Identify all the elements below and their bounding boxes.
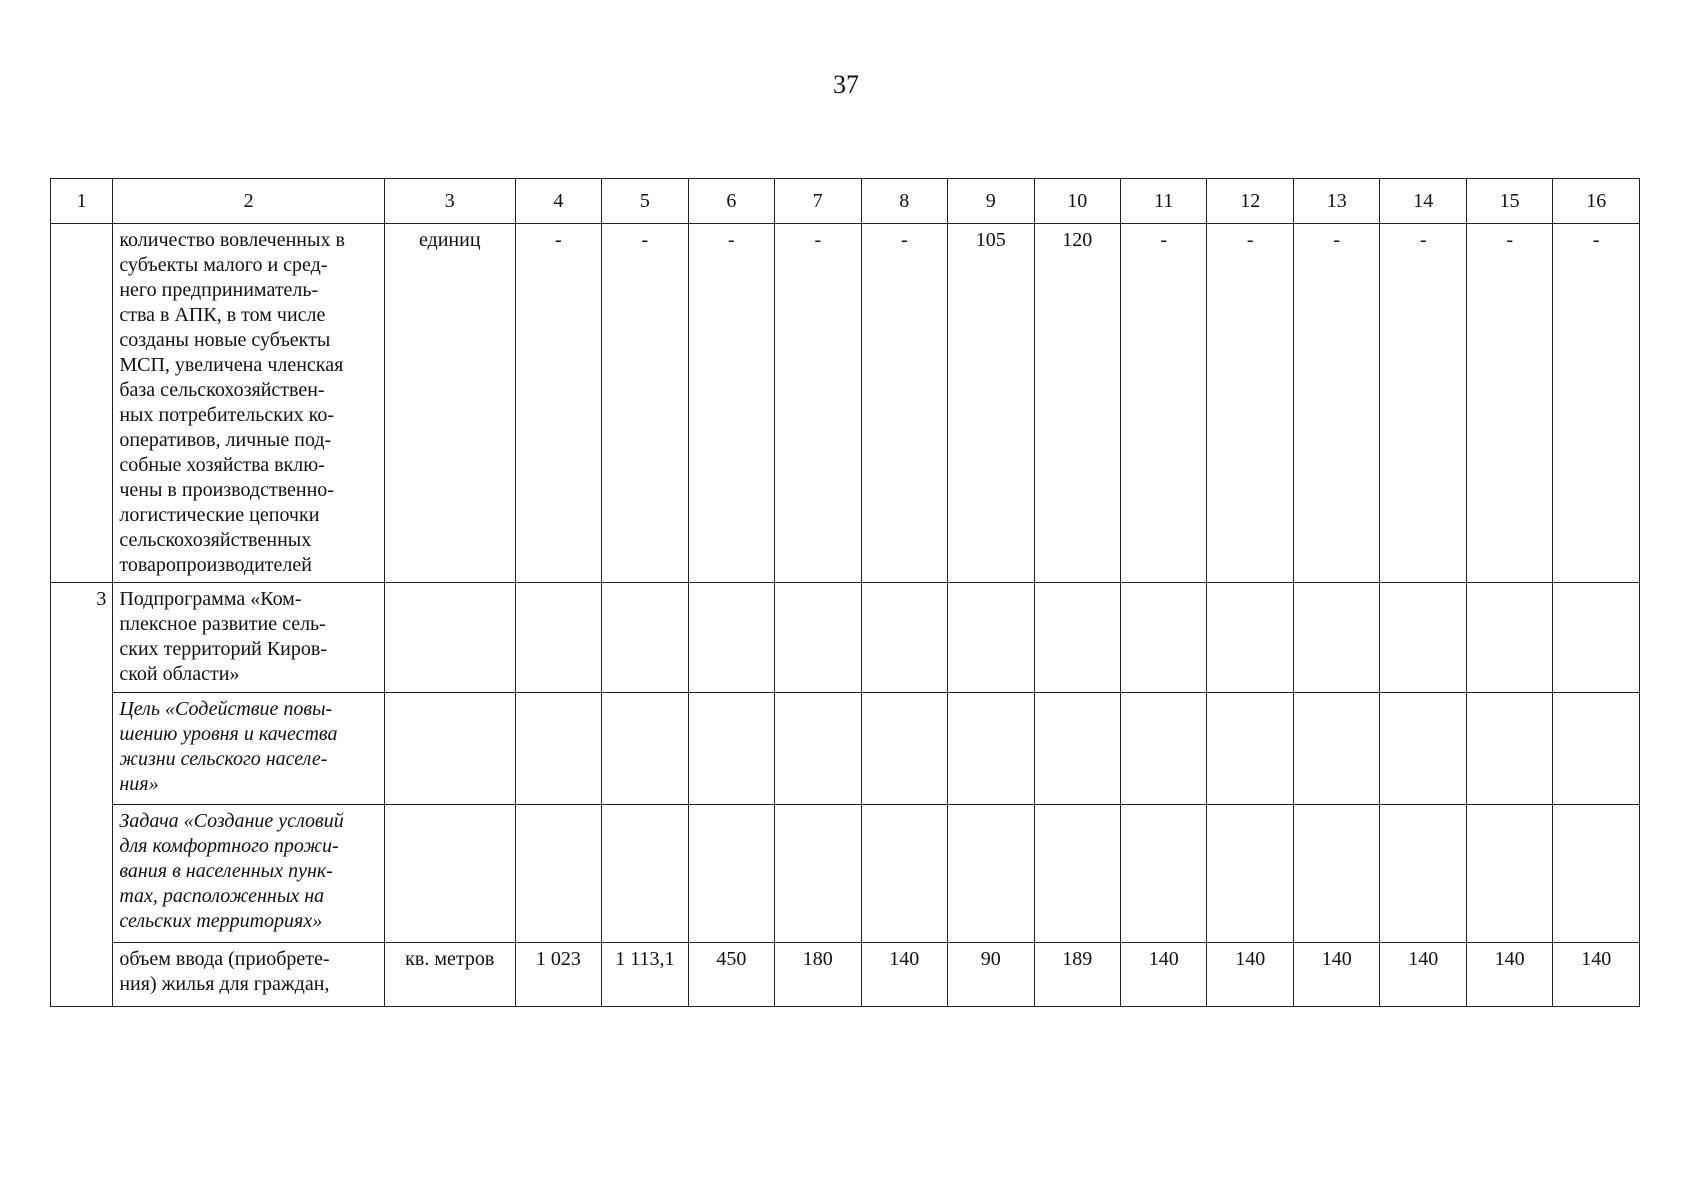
value-cell <box>1034 583 1120 693</box>
value-cell <box>948 583 1034 693</box>
description-line: количество вовлеченных в <box>119 229 345 251</box>
value-cell <box>1380 805 1466 943</box>
description-line: ных потребительских ко- <box>119 404 335 426</box>
value-cell: 1 113,1 <box>602 943 688 1007</box>
value-cell <box>602 805 688 943</box>
table-row <box>51 224 1640 583</box>
value-cell <box>602 583 688 693</box>
column-header: 14 <box>1380 179 1466 224</box>
description-line: объем ввода (приобрете- <box>119 948 330 970</box>
row-number-cell: 3 <box>51 583 113 1007</box>
description-line: плексное развитие сель- <box>119 613 326 635</box>
value-cell <box>515 805 601 943</box>
description-line: тах, расположенных на <box>119 885 325 907</box>
value-cell: - <box>775 224 861 583</box>
value-cell <box>775 693 861 805</box>
description-line: Задача «Создание условий <box>119 810 344 832</box>
description-line: база сельскохозяйствен- <box>119 379 325 401</box>
indicator-description <box>113 224 385 583</box>
column-header: 8 <box>861 179 947 224</box>
value-cell <box>1553 805 1640 943</box>
page-number: 37 <box>833 70 859 99</box>
value-cell <box>515 583 601 693</box>
description-line: шению уровня и качества <box>119 723 338 745</box>
description-line: жизни сельского населе- <box>119 748 328 770</box>
column-header: 7 <box>775 179 861 224</box>
value-cell: 450 <box>688 943 774 1007</box>
value-cell: - <box>1466 224 1552 583</box>
unit-cell <box>384 693 515 805</box>
value-cell <box>775 583 861 693</box>
value-cell <box>1380 583 1466 693</box>
value-cell <box>602 693 688 805</box>
indicator-description <box>113 693 385 805</box>
value-cell <box>948 693 1034 805</box>
value-cell: - <box>1293 224 1379 583</box>
description-line: него предприниматель- <box>119 279 319 301</box>
value-cell: - <box>861 224 947 583</box>
column-header: 2 <box>113 179 385 224</box>
column-header: 4 <box>515 179 601 224</box>
value-cell <box>1466 583 1552 693</box>
column-header: 3 <box>384 179 515 224</box>
value-cell: 140 <box>1466 943 1552 1007</box>
table-row <box>51 693 1640 805</box>
description-line: товаропроизводителей <box>119 554 312 576</box>
value-cell: 1 023 <box>515 943 601 1007</box>
value-cell <box>1466 805 1552 943</box>
description-line: созданы новые субъекты <box>119 329 331 351</box>
column-header: 5 <box>602 179 688 224</box>
value-cell <box>1380 693 1466 805</box>
indicator-description <box>113 805 385 943</box>
value-cell <box>861 583 947 693</box>
value-cell: - <box>1207 224 1293 583</box>
unit-cell <box>384 805 515 943</box>
value-cell <box>1553 583 1640 693</box>
table-row <box>51 805 1640 943</box>
value-cell: 105 <box>948 224 1034 583</box>
description-line: Подпрограмма «Ком- <box>119 588 302 610</box>
value-cell <box>1293 693 1379 805</box>
unit-cell <box>384 583 515 693</box>
column-header: 11 <box>1121 179 1207 224</box>
description-line: собные хозяйства вклю- <box>119 454 325 476</box>
value-cell: - <box>1121 224 1207 583</box>
value-cell: 140 <box>1121 943 1207 1007</box>
value-cell <box>515 693 601 805</box>
column-header: 16 <box>1553 179 1640 224</box>
value-cell <box>1207 805 1293 943</box>
column-header: 10 <box>1034 179 1120 224</box>
table-row <box>51 943 1640 1007</box>
value-cell: 140 <box>1293 943 1379 1007</box>
indicators-table <box>50 178 1640 1007</box>
value-cell: 189 <box>1034 943 1120 1007</box>
indicator-description <box>113 583 385 693</box>
value-cell <box>688 805 774 943</box>
value-cell: 140 <box>1380 943 1466 1007</box>
value-cell <box>1207 693 1293 805</box>
value-cell: - <box>688 224 774 583</box>
value-cell <box>948 805 1034 943</box>
value-cell <box>1121 693 1207 805</box>
value-cell <box>688 693 774 805</box>
value-cell <box>861 693 947 805</box>
description-line: МСП, увеличена членская <box>119 354 344 376</box>
value-cell: - <box>515 224 601 583</box>
value-cell <box>1293 583 1379 693</box>
value-cell: 140 <box>1207 943 1293 1007</box>
value-cell <box>1121 805 1207 943</box>
value-cell: 180 <box>775 943 861 1007</box>
description-line: сельскохозяйственных <box>119 529 312 551</box>
value-cell: - <box>1553 224 1640 583</box>
description-line: сельских территориях» <box>119 910 323 932</box>
description-line: оперативов, личные под- <box>119 429 332 451</box>
table-row <box>51 583 1640 693</box>
column-header: 12 <box>1207 179 1293 224</box>
value-cell <box>1034 805 1120 943</box>
column-header: 6 <box>688 179 774 224</box>
column-header: 1 <box>51 179 113 224</box>
value-cell <box>1121 583 1207 693</box>
value-cell <box>775 805 861 943</box>
value-cell: 140 <box>1553 943 1640 1007</box>
value-cell <box>1553 693 1640 805</box>
description-line: субъекты малого и сред- <box>119 254 328 276</box>
value-cell: - <box>602 224 688 583</box>
unit-cell: единиц <box>384 224 515 583</box>
table-body <box>51 179 1640 1007</box>
indicator-description <box>113 943 385 1007</box>
column-header: 13 <box>1293 179 1379 224</box>
description-line: ства в АПК, в том числе <box>119 304 326 326</box>
description-line: вания в населенных пунк- <box>119 860 333 882</box>
description-line: Цель «Содействие повы- <box>119 698 333 720</box>
row-number-cell <box>51 224 113 583</box>
value-cell <box>1293 805 1379 943</box>
value-cell: 140 <box>861 943 947 1007</box>
value-cell: 120 <box>1034 224 1120 583</box>
value-cell <box>1207 583 1293 693</box>
unit-cell: кв. метров <box>384 943 515 1007</box>
description-line: ских территорий Киров- <box>119 638 327 660</box>
description-line: ской области» <box>119 663 240 685</box>
description-line: чены в производственно- <box>119 479 334 501</box>
description-line: для комфортного прожи- <box>119 835 339 857</box>
value-cell <box>861 805 947 943</box>
description-line: ния) жилья для граждан, <box>119 973 330 995</box>
value-cell <box>1034 693 1120 805</box>
column-header: 9 <box>948 179 1034 224</box>
value-cell: 90 <box>948 943 1034 1007</box>
column-header: 15 <box>1466 179 1552 224</box>
table-header-row <box>51 179 1640 224</box>
value-cell <box>1466 693 1552 805</box>
description-line: ния» <box>119 773 159 795</box>
value-cell: - <box>1380 224 1466 583</box>
value-cell <box>688 583 774 693</box>
description-line: логистические цепочки <box>119 504 320 526</box>
